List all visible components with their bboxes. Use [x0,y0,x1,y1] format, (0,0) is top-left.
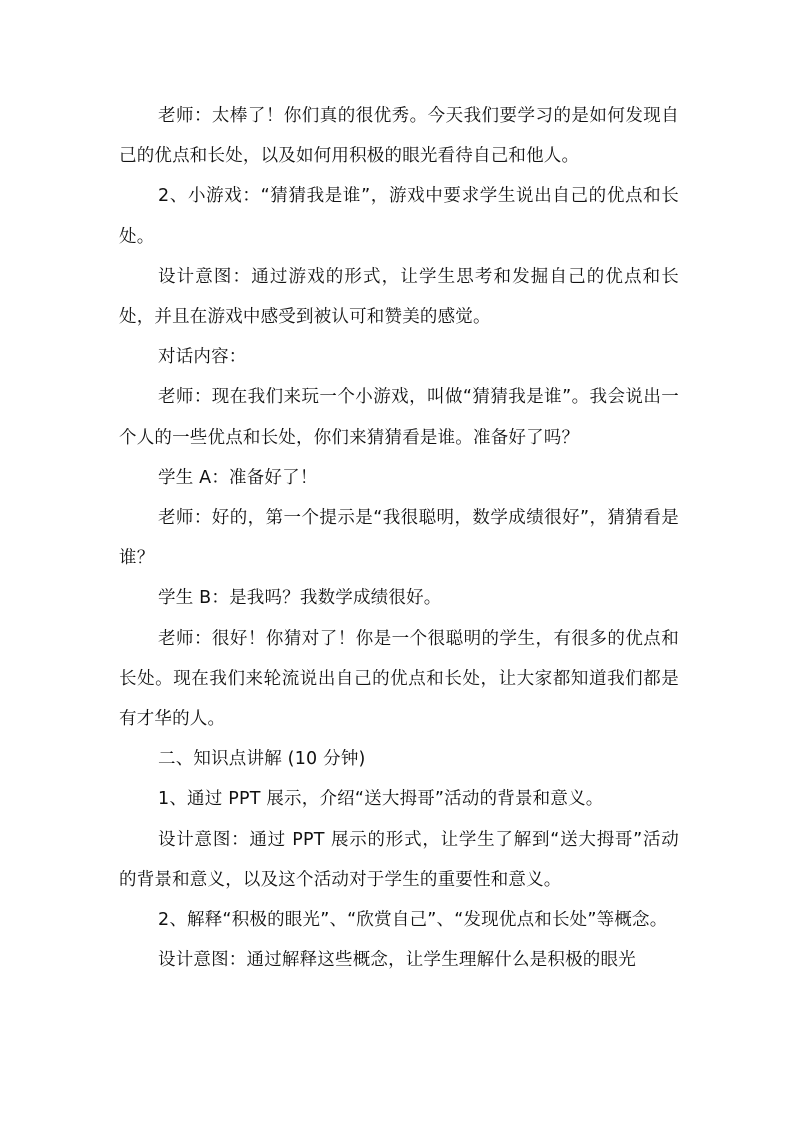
document-body [119,96,679,980]
paragraph-game-title: 2、小游戏：“猜猜我是谁”，游戏中要求学生说出自己的优点和长处。 [119,186,679,247]
paragraph-teacher-hint: 老师：好的，第一个提示是“我很聪明，数学成绩很好”，猜猜看是谁？ [119,508,679,569]
paragraph-teacher-intro-game: 老师：现在我们来玩一个小游戏，叫做“猜猜我是谁”。我会说出一个人的一些优点和长处，你们来猜猜看是谁。准备好了吗？ [119,387,679,448]
paragraph-teacher-response: 老师：很好！你猜对了！你是一个很聪明的学生，有很多的优点和长处。现在我们来轮流说出自己的优点和长处，让大家都知道我们都是有才华的人。 [119,628,679,730]
paragraph-student-b: 学生 B：是我吗？我数学成绩很好。 [158,588,442,609]
paragraph-concepts: 2、解释“积极的眼光”、“欣赏自己”、“发现优点和长处”等概念。 [158,910,668,931]
paragraph-dialogue-heading: 对话内容： [158,347,247,368]
paragraph-design-intent-game: 设计意图：通过游戏的形式，让学生思考和发掘自己的优点和长处，并且在游戏中感受到被认可和赞美的感觉。 [119,266,679,328]
paragraph-design-intent-concepts: 设计意图：通过解释这些概念，让学生理解什么是积极的眼光 [158,950,636,971]
paragraph-design-intent-ppt: 设计意图：通过 PPT 展示的形式，让学生了解到“送大拇哥”活动的背景和意义，以及这个活动对于学生的重要性和意义。 [119,829,679,890]
paragraph-ppt-intro: 1、通过 PPT 展示，介绍“送大拇哥”活动的背景和意义。 [158,789,604,810]
paragraph-student-a: 学生 A：准备好了！ [158,467,318,488]
paragraph-teacher-praise: 老师：太棒了！你们真的很优秀。今天我们要学习的是如何发现自己的优点和长处，以及如何用积极的眼光看待自己和他人。 [119,106,679,167]
section-heading-knowledge: 二、知识点讲解 (10 分钟) [158,749,366,770]
